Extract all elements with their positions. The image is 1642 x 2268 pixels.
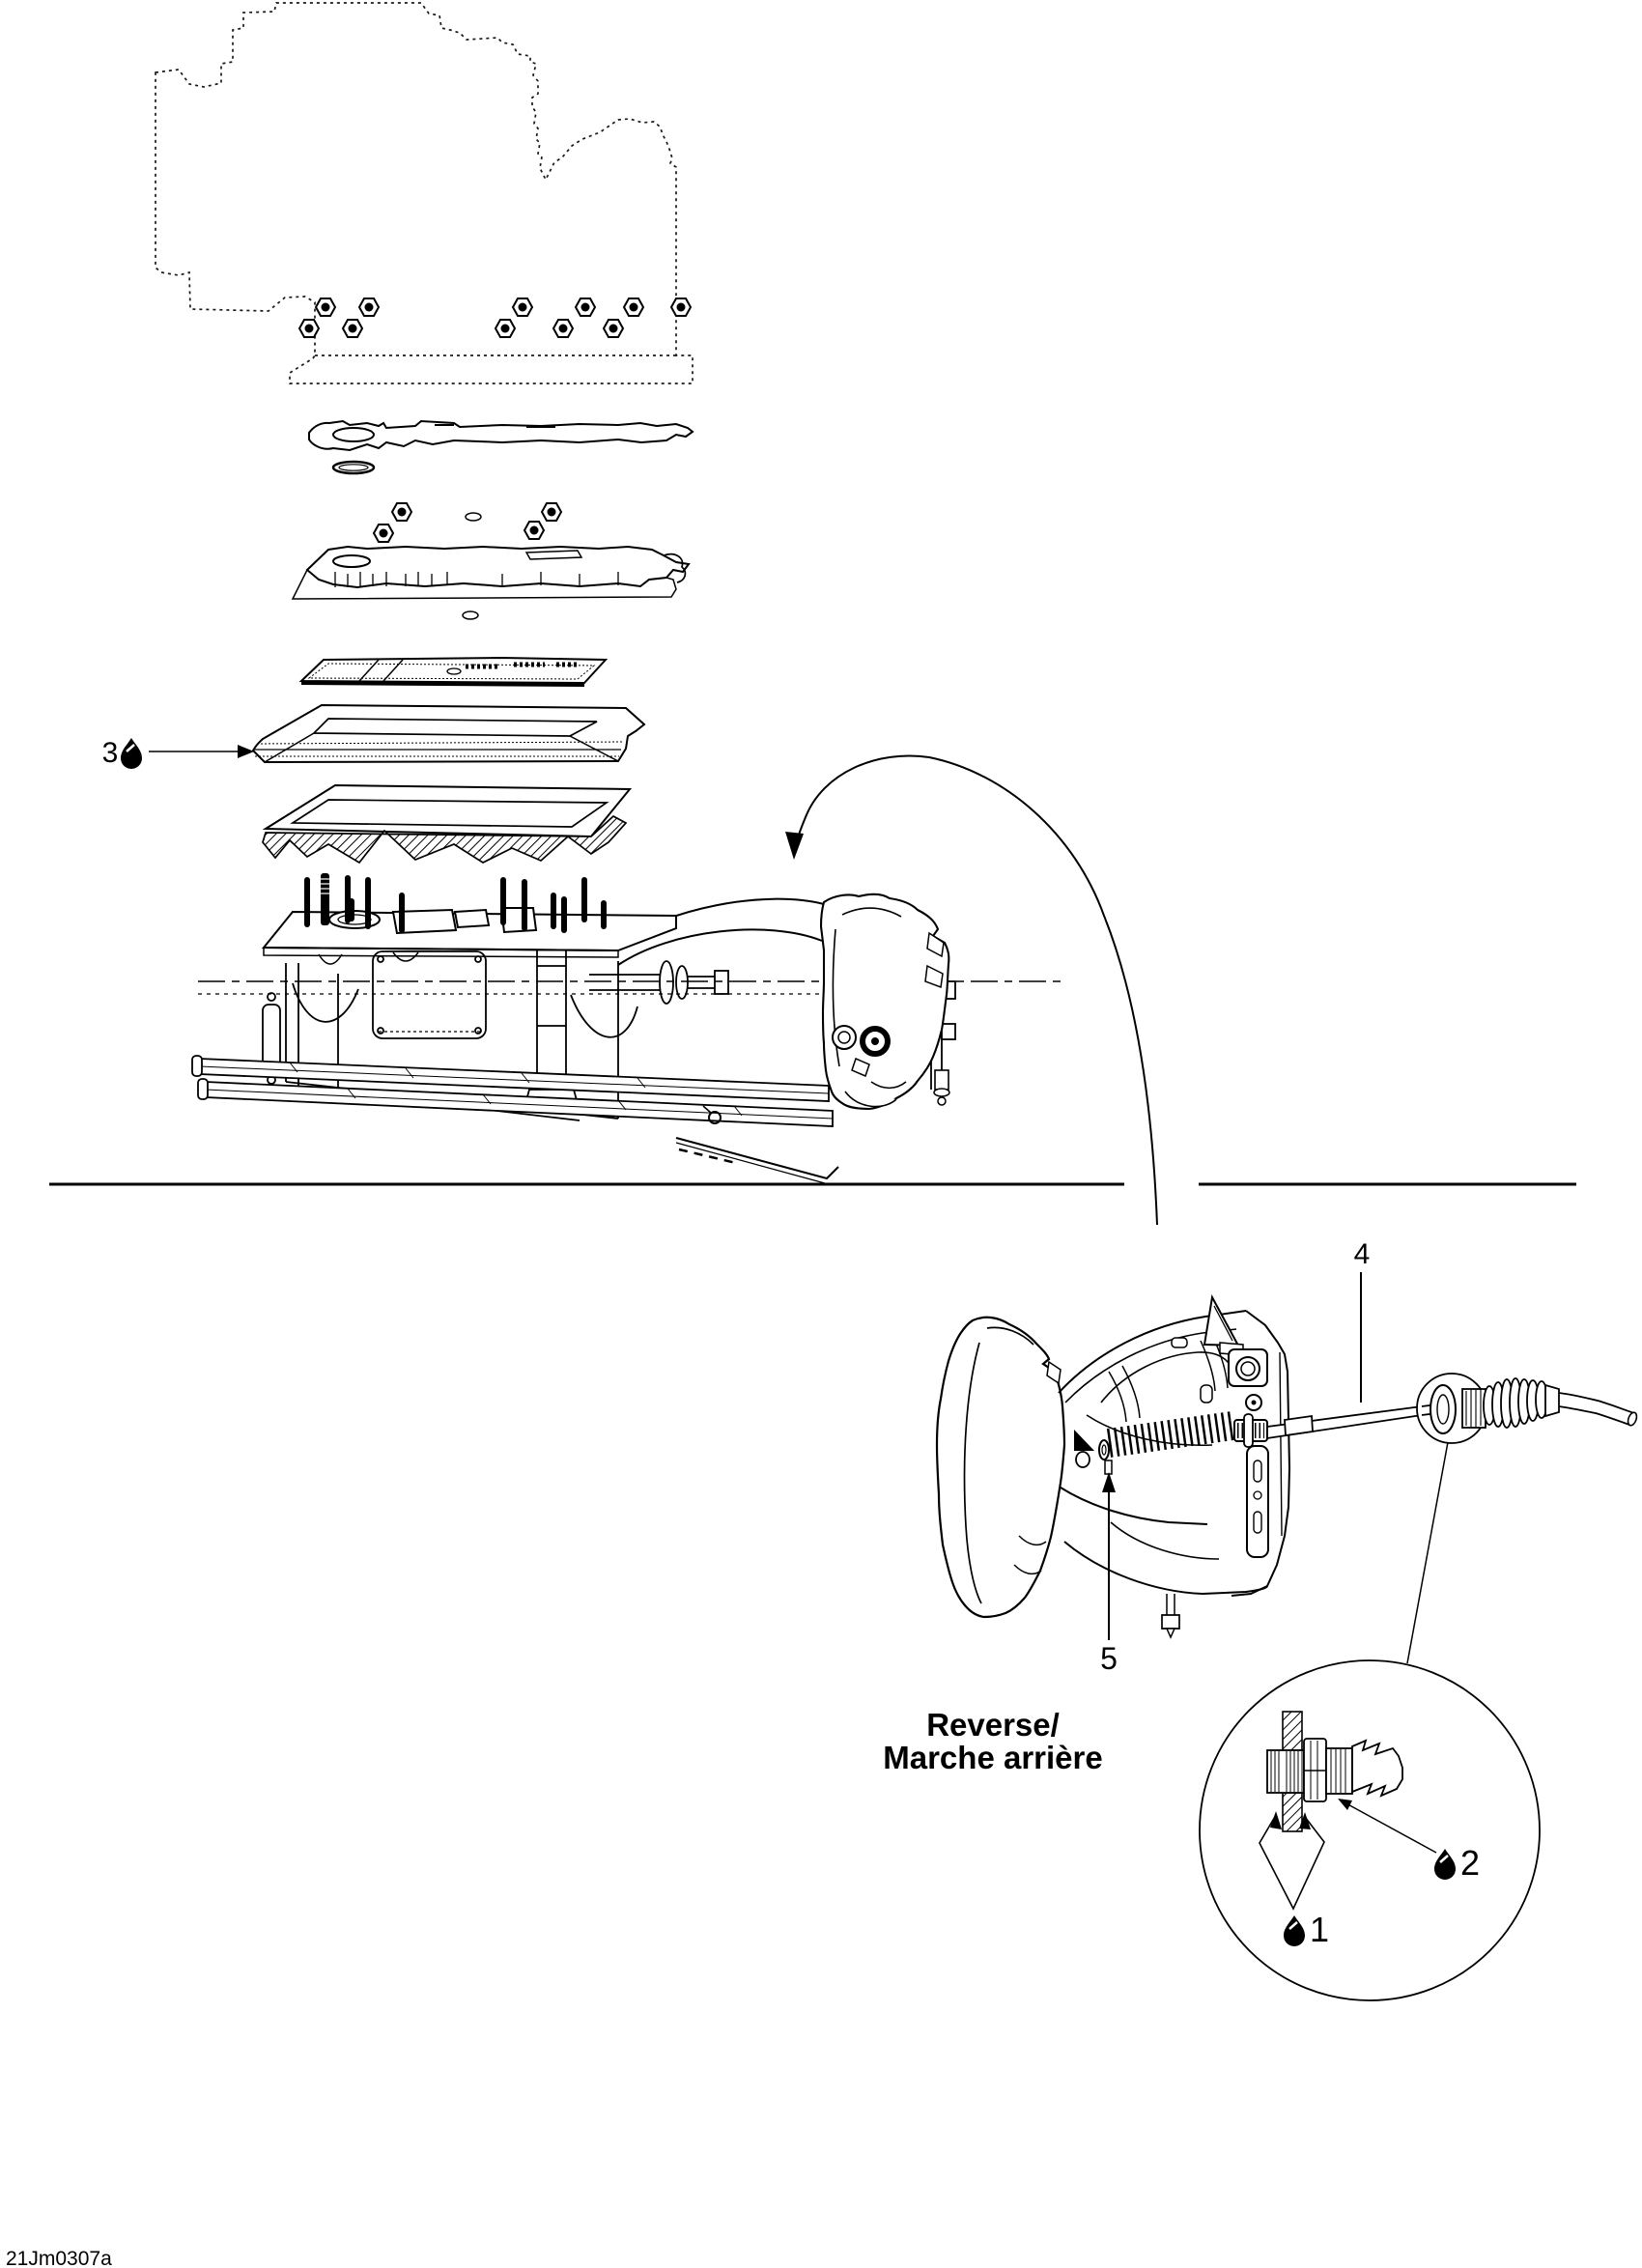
callout-item-5 (1100, 1472, 1118, 1676)
shift-cable-rod (1267, 1406, 1422, 1438)
reverse-gate-assembly (937, 1297, 1289, 1637)
callout-4-label: 4 (1353, 1238, 1371, 1270)
reverse-gate-bucket (937, 1318, 1064, 1617)
bulkhead-plate-lower (1283, 1793, 1302, 1831)
detail-circle (1200, 1660, 1540, 2000)
callout-1-label: 1 (1309, 1910, 1330, 1949)
small-seal-oval (463, 611, 478, 619)
cover-plate (301, 658, 606, 685)
reverse-gate-stowed (821, 894, 949, 1109)
callout-item-4 (1354, 1238, 1371, 1403)
valve-cover (293, 547, 689, 599)
oil-droplet-icon (121, 738, 142, 769)
head-cover-gasket (309, 421, 693, 450)
through-hull-fitting (1417, 1374, 1638, 1443)
caption-line-1: Reverse/ (926, 1707, 1060, 1743)
caption-line-2: Marche arrière (883, 1740, 1103, 1775)
sealing-frame-gasket (253, 705, 644, 762)
figure-code: 21Jm0307a (6, 2248, 112, 2268)
arrowhead (238, 745, 254, 758)
callout-2-label: 2 (1459, 1843, 1481, 1883)
callout-5-label: 5 (1100, 1641, 1118, 1676)
arrowhead (785, 832, 804, 860)
cylinder-head-nuts (299, 298, 691, 337)
callout-3-label: 3 (101, 737, 119, 769)
o-ring (333, 462, 374, 473)
arrowhead (1102, 1472, 1116, 1492)
hull-rails (192, 1056, 833, 1126)
housing-fin (1204, 1297, 1238, 1346)
cover-nuts (374, 503, 561, 542)
bulkhead-plate-upper (1283, 1712, 1302, 1750)
caption (883, 1707, 1102, 1775)
air-box-tray (263, 785, 630, 863)
callout-item-3 (102, 737, 254, 769)
